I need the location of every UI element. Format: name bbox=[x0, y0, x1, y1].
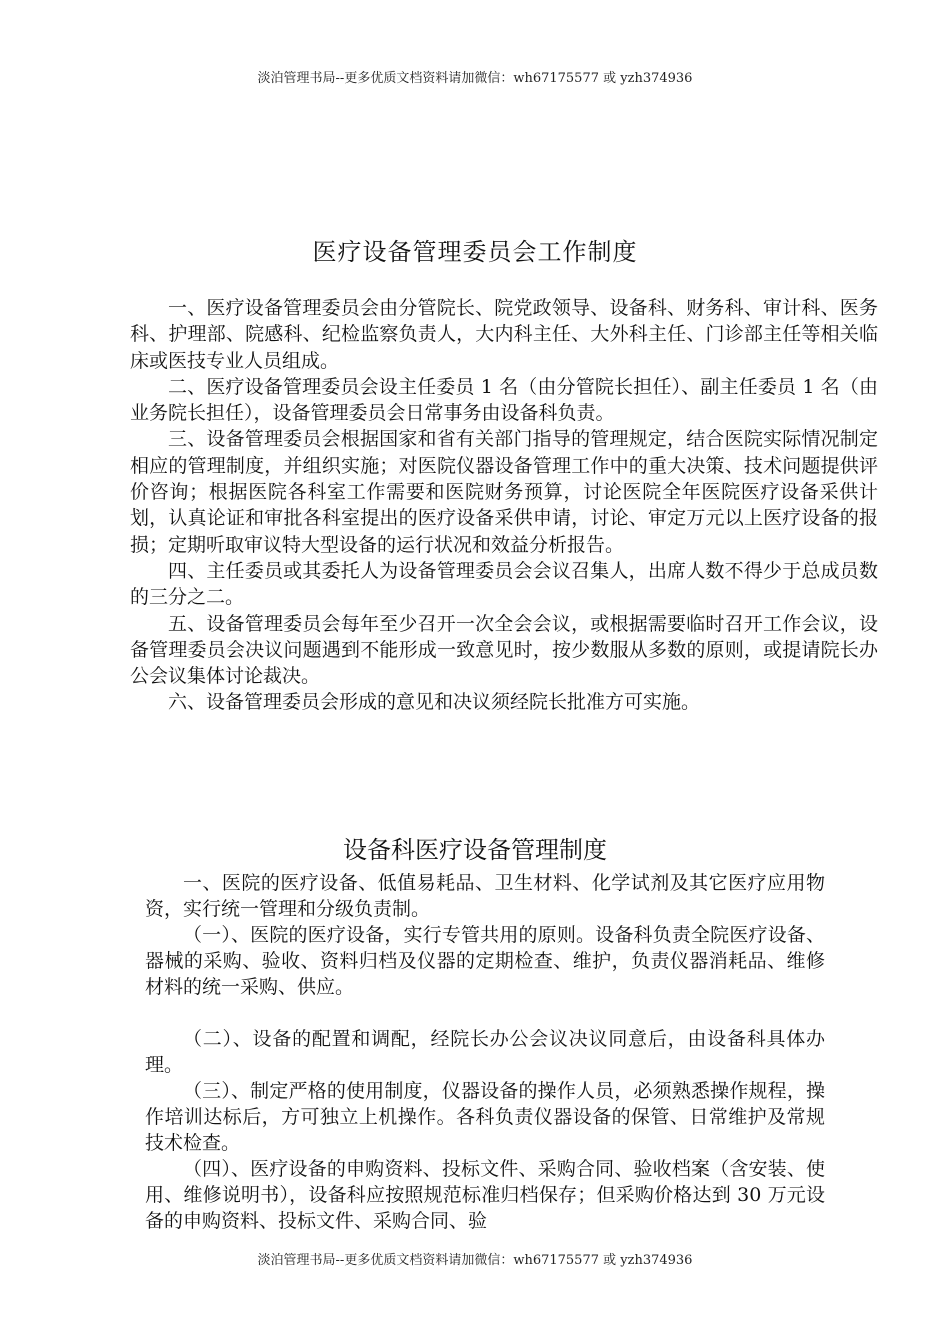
section2-title-rest: 医疗设备管理制度 bbox=[415, 836, 607, 864]
section1-paragraph: 二、医疗设备管理委员会设主任委员 1 名（由分管院长担任）、副主任委员 1 名（由业务院长担任），设备管理委员会日常事务由设备科负责。 bbox=[130, 375, 878, 425]
section1-paragraph: 四、主任委员或其委托人为设备管理委员会会议召集人，出席人数不得少于总成员数的三分之二。 bbox=[130, 559, 878, 609]
section1-body bbox=[130, 295, 878, 716]
section2-paragraph: 一、医院的医疗设备、低值易耗品、卫生材料、化学试剂及其它医疗应用物资，实行统一管理和分级负责制。 bbox=[145, 872, 825, 920]
section1-paragraph: 一、医疗设备管理委员会由分管院长、院党政领导、设备科、财务科、审计科、医务科、护理部、院感科、纪检监察负责人，大内科主任、大外科主任、门诊部主任等相关临床或医技专业人员组成。 bbox=[130, 297, 878, 372]
section1-paragraph: 六、设备管理委员会形成的意见和决议须经院长批准方可实施。 bbox=[168, 691, 701, 714]
section1-title: 医疗设备管理委员会工作制度 bbox=[312, 238, 638, 266]
page-header: 淡泊管理书局--更多优质文档资料请加微信：wh67175577 或 yzh374936 bbox=[257, 71, 693, 86]
page-footer: 淡泊管理书局--更多优质文档资料请加微信：wh67175577 或 yzh374936 bbox=[257, 1253, 693, 1268]
section2-paragraph: （一）、医院的医疗设备，实行专管共用的原则。设备科负责全院医疗设备、器械的采购、验收、资料归档及仪器的定期检查、维护，负责仪器消耗品、维修材料的统一采购、供应。 bbox=[145, 924, 825, 998]
section2-paragraph: （四）、医疗设备的申购资料、投标文件、采购合同、验收档案（含安装、使用、维修说明书），设备科应按照规范标准归档保存；但采购价格达到 30 万元设备的申购资料、投标文件、采购合同、验 bbox=[145, 1158, 825, 1232]
section2-paragraph: （二）、设备的配置和调配，经院长办公会议决议同意后，由设备科具体办理。 bbox=[145, 1028, 825, 1076]
section2-paragraph: （三）、制定严格的使用制度，仪器设备的操作人员，必须熟悉操作规程，操作培训达标后，方可独立上机操作。各科负责仪器设备的保管、日常维护及常规技术检查。 bbox=[145, 1080, 825, 1154]
section2-title-lead: 设备科 bbox=[343, 836, 415, 864]
section2-body bbox=[145, 870, 825, 1234]
section2-title bbox=[0, 830, 950, 865]
section1-paragraph: 三、设备管理委员会根据国家和省有关部门指导的管理规定，结合医院实际情况制定相应的管理制度，并组织实施；对医院仪器设备管理工作中的重大决策、技术问题提供评价咨询；根据医院各科室工作需要和医院财务预算，讨论医院全年医院医疗设备采供计划，认真论证和审批各科室提出的医疗设备采供申请，讨论、审定万元以上医疗设备的报损；定期听取审议特大型设备的运行状况和效益分析报告。 bbox=[130, 428, 878, 556]
section1-paragraph: 五、设备管理委员会每年至少召开一次全会会议，或根据需要临时召开工作会议，设备管理委员会决议问题遇到不能形成一致意见时，按少数服从多数的原则，或提请院长办公会议集体讨论裁决。 bbox=[130, 612, 878, 688]
